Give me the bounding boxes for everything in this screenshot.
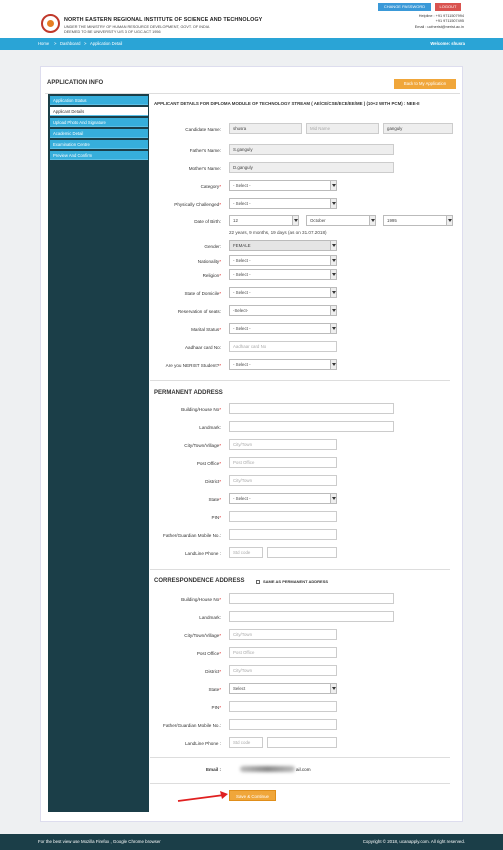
- required-mark: *: [219, 497, 221, 502]
- sidebar-item-academic-detail[interactable]: Academic Detail: [50, 129, 148, 138]
- corr-district-input[interactable]: City/Town: [229, 665, 337, 676]
- chevron-down-icon: [330, 241, 336, 250]
- chevron-down-icon: [330, 494, 336, 503]
- form-title: APPLICANT DETAILS FOR DIPLOMA MODULE OF TECHNOLOGY STREAM ( AE/CE/CSE/ECE/EE/ME ) (10+2 WITH PCM) : NEE-II: [154, 101, 420, 106]
- divider: [150, 569, 450, 570]
- perm-building-label-text: Building/House No: [181, 407, 220, 412]
- sidebar-item-upload-photo[interactable]: Upload Photo And Signature: [50, 118, 148, 127]
- nerist-student-label: [166, 363, 221, 368]
- contact-email-text: Email : ucfnerist@nerist.ac.in: [414, 24, 464, 29]
- perm-district-label: [205, 479, 221, 484]
- dob-day-value: 12: [233, 218, 238, 223]
- perm-landline-input[interactable]: [267, 547, 337, 558]
- dob-month-value: October: [310, 218, 326, 223]
- corr-city-input[interactable]: City/Town: [229, 629, 337, 640]
- correspondence-heading-text: CORRESPONDENCE ADDRESS: [154, 578, 245, 584]
- domicile-select-value: - Select -: [233, 290, 251, 295]
- perm-building-label: [181, 407, 221, 412]
- back-to-application-button[interactable]: Back to My Application: [394, 79, 456, 89]
- page-title: APPLICATION INFO: [47, 80, 104, 86]
- nerist-student-select[interactable]: [229, 359, 337, 370]
- corr-state-label: [208, 687, 221, 692]
- breadcrumb-separator: >: [84, 41, 87, 46]
- marital-status-select[interactable]: [229, 323, 337, 334]
- corr-pin-input[interactable]: [229, 701, 337, 712]
- footer-copyright: Copyright © 2018, ucanapply.com. All right reserved.: [362, 839, 465, 844]
- gender-select-value: FEMALE: [233, 243, 251, 248]
- breadcrumb-bar: [0, 38, 503, 50]
- aadhaar-input[interactable]: Aadhaar card No: [229, 341, 337, 352]
- required-mark: *: [219, 461, 221, 466]
- middle-name-input[interactable]: Mid Name: [306, 123, 379, 134]
- required-mark: *: [219, 327, 221, 332]
- perm-state-label-text: State: [208, 497, 220, 502]
- institute-subtitle-line1: UNDER THE MINISTRY OF HUMAN RESOURCE DEVELOPMENT, GOVT. OF INDIA: [64, 25, 210, 29]
- corr-post-office-label-text: Post Office: [196, 651, 220, 656]
- perm-mobile-input[interactable]: [229, 529, 337, 540]
- corr-city-label-text: City/Town/Village: [184, 633, 220, 638]
- perm-city-input[interactable]: City/Town: [229, 439, 337, 450]
- perm-district-label-text: District: [205, 479, 220, 484]
- first-name-input[interactable]: shusra: [229, 123, 302, 134]
- breadcrumb-current: Application Detail: [90, 41, 123, 46]
- divider: [150, 783, 450, 784]
- institute-subtitle: [64, 25, 209, 35]
- perm-pin-input[interactable]: [229, 511, 337, 522]
- corr-state-select-value: Select: [233, 686, 246, 691]
- religion-select[interactable]: [229, 269, 337, 280]
- reservation-label: Reservation of seats:: [177, 309, 221, 314]
- required-mark: *: [219, 515, 221, 520]
- physically-challenged-select[interactable]: [229, 198, 337, 209]
- sidebar: [48, 94, 149, 812]
- physically-challenged-label-text: Physically Challenged: [174, 202, 220, 207]
- corr-landmark-input[interactable]: [229, 611, 394, 622]
- gender-select[interactable]: [229, 240, 337, 251]
- mother-name-label: Mother's Name:: [188, 166, 221, 171]
- chevron-down-icon: [330, 256, 336, 265]
- religion-select-value: - Select -: [233, 272, 251, 277]
- footer: [0, 834, 503, 850]
- required-mark: *: [219, 633, 221, 638]
- corr-mobile-label: Father/Guardian Mobile No.:: [163, 723, 221, 728]
- chevron-down-icon: [330, 199, 336, 208]
- required-mark: *: [219, 651, 221, 656]
- perm-std-code-input[interactable]: Std code: [229, 547, 263, 558]
- corr-district-label: [205, 669, 221, 674]
- chevron-down-icon: [369, 216, 375, 225]
- dob-month-select[interactable]: [306, 215, 376, 226]
- perm-building-input[interactable]: [229, 403, 394, 414]
- corr-building-input[interactable]: [229, 593, 394, 604]
- logout-button[interactable]: LOGOUT: [435, 3, 461, 11]
- breadcrumb-home[interactable]: Home: [38, 41, 50, 46]
- marital-status-label: [191, 327, 221, 332]
- nerist-student-select-value: - Select -: [233, 362, 251, 367]
- nationality-select-value: - Select -: [233, 258, 251, 263]
- required-mark: *: [219, 363, 221, 368]
- perm-pin-label: [212, 515, 221, 520]
- same-as-permanent-label[interactable]: [263, 579, 328, 585]
- footer-browser-note: For the best view use Mozilla Firefox , Google Chrome browser: [38, 839, 161, 844]
- chevron-down-icon: [330, 684, 336, 693]
- corr-state-label-text: State: [208, 687, 220, 692]
- corr-pin-label: [212, 705, 221, 710]
- required-mark: *: [219, 202, 221, 207]
- nerist-student-label-text: Are you NERIST Student?: [165, 363, 220, 368]
- perm-state-select[interactable]: [229, 493, 337, 504]
- perm-city-label: [184, 443, 221, 448]
- nationality-select[interactable]: [229, 255, 337, 266]
- same-as-permanent-text: SAME AS PERMANENT ADDRESS: [263, 579, 329, 584]
- category-select[interactable]: [229, 180, 337, 191]
- correspondence-address-heading: [154, 578, 244, 584]
- perm-post-office-label-text: Post Office: [196, 461, 220, 466]
- required-mark: *: [219, 597, 221, 602]
- perm-city-label-text: City/Town/Village: [184, 443, 220, 448]
- required-mark: *: [219, 705, 221, 710]
- required-mark: *: [219, 687, 221, 692]
- chevron-down-icon: [330, 360, 336, 369]
- phone-text: +91 9711507495: [435, 19, 464, 24]
- domicile-label-text: State of Domicile: [184, 291, 220, 296]
- corr-landline-label: LandLine Phone :: [184, 741, 221, 746]
- dob-label: Date of Birth:: [194, 219, 221, 224]
- religion-label: [203, 273, 221, 278]
- corr-landmark-label: Landmark:: [199, 615, 221, 620]
- email-label: Email :: [205, 767, 221, 772]
- corr-building-label: [181, 597, 221, 602]
- save-continue-button[interactable]: Save & Continue: [229, 790, 276, 801]
- divider: [150, 380, 450, 381]
- corr-landline-input[interactable]: [267, 737, 337, 748]
- chevron-down-icon: [330, 270, 336, 279]
- helpline-text: Helpline : +91 9711507994: [418, 14, 464, 18]
- marital-status-label-text: Marital Status: [191, 327, 220, 332]
- category-select-value: - Select -: [233, 183, 251, 188]
- sidebar-item-applicant-details[interactable]: Applicant Details: [50, 107, 148, 116]
- nationality-label-text: Nationality: [197, 259, 220, 264]
- required-mark: *: [219, 184, 221, 189]
- reservation-select-value: -Select-: [233, 308, 249, 313]
- institute-logo: [41, 14, 60, 33]
- required-mark: *: [219, 291, 221, 296]
- sidebar-item-preview-confirm[interactable]: Preview And Confirm: [50, 151, 148, 160]
- mother-name-input[interactable]: D.ganguly: [229, 162, 394, 173]
- perm-district-input[interactable]: City/Town: [229, 475, 337, 486]
- dob-year-select[interactable]: [383, 215, 453, 226]
- chevron-down-icon: [330, 324, 336, 333]
- category-label-text: Category: [200, 184, 220, 189]
- corr-mobile-input[interactable]: [229, 719, 337, 730]
- aadhaar-label: Aadhaar card No:: [184, 345, 221, 350]
- category-label: [201, 184, 221, 189]
- email-value: ail.com: [296, 767, 311, 772]
- chevron-down-icon: [330, 288, 336, 297]
- institute-subtitle-line2: DEEMED TO BE UNIVERSITY U/S 3 OF UGC ACT 1956: [64, 30, 161, 34]
- father-name-input[interactable]: S.ganguly: [229, 144, 394, 155]
- corr-post-office-input[interactable]: Post Office: [229, 647, 337, 658]
- email-blurred: [240, 766, 295, 772]
- physically-challenged-label: [174, 202, 221, 207]
- sidebar-item-application-status[interactable]: Application Status: [50, 96, 148, 105]
- perm-state-label: [208, 497, 221, 502]
- domicile-label: [184, 291, 221, 296]
- sidebar-item-examination-centre[interactable]: Examination Centre: [50, 140, 148, 149]
- perm-mobile-label: Father/Guardian Mobile No.:: [163, 533, 221, 538]
- age-note: 22 years, 9 months, 19 days (as on 31.07.2018): [229, 230, 327, 235]
- required-mark: *: [219, 443, 221, 448]
- chevron-down-icon: [292, 216, 298, 225]
- father-name-label: Father's Name:: [189, 148, 221, 153]
- site-header: [0, 0, 503, 38]
- nationality-label: [198, 259, 221, 264]
- reservation-select[interactable]: [229, 305, 337, 316]
- perm-state-select-value: - Select -: [233, 496, 251, 501]
- required-mark: *: [219, 273, 221, 278]
- perm-landmark-label: Landmark:: [199, 425, 221, 430]
- corr-post-office-label: [197, 651, 221, 656]
- divider: [150, 757, 450, 758]
- breadcrumb-dashboard[interactable]: Dashboard: [60, 41, 81, 46]
- corr-state-select[interactable]: [229, 683, 337, 694]
- corr-district-label-text: District: [205, 669, 220, 674]
- welcome-text: Welcome: shusra: [430, 41, 465, 46]
- perm-post-office-input[interactable]: Post Office: [229, 457, 337, 468]
- last-name-input[interactable]: ganguly: [383, 123, 453, 134]
- dob-year-value: 1995: [387, 218, 397, 223]
- required-mark: *: [219, 259, 221, 264]
- candidate-name-label: Candidate Name:: [185, 127, 221, 132]
- corr-building-label-text: Building/House No: [181, 597, 220, 602]
- domicile-select[interactable]: [229, 287, 337, 298]
- chevron-down-icon: [446, 216, 452, 225]
- permanent-address-heading: PERMANENT ADDRESS: [154, 390, 223, 396]
- same-as-permanent-checkbox[interactable]: [256, 580, 260, 584]
- gender-label: Gender:: [204, 244, 221, 249]
- corr-std-code-input[interactable]: Std code: [229, 737, 263, 748]
- contact-info: [410, 14, 464, 30]
- change-password-button[interactable]: CHANGE PASSWORD: [378, 3, 431, 11]
- chevron-down-icon: [330, 306, 336, 315]
- required-mark: *: [219, 479, 221, 484]
- perm-pin-label-text: PIN: [211, 515, 220, 520]
- corr-pin-label-text: PIN: [211, 705, 220, 710]
- marital-status-select-value: - Select -: [233, 326, 251, 331]
- dob-day-select[interactable]: [229, 215, 299, 226]
- red-arrow-icon: [176, 789, 228, 803]
- perm-landmark-input[interactable]: [229, 421, 394, 432]
- breadcrumb-separator: >: [54, 41, 57, 46]
- physically-challenged-select-value: - Select -: [233, 201, 251, 206]
- institute-name: NORTH EASTERN REGIONAL INSTITUTE OF SCIENCE AND TECHNOLOGY: [64, 17, 263, 23]
- perm-landline-label: LandLine Phone :: [184, 551, 221, 556]
- corr-city-label: [184, 633, 221, 638]
- required-mark: *: [219, 407, 221, 412]
- perm-post-office-label: [197, 461, 221, 466]
- chevron-down-icon: [330, 181, 336, 190]
- required-mark: *: [219, 669, 221, 674]
- religion-label-text: Religion: [202, 273, 220, 278]
